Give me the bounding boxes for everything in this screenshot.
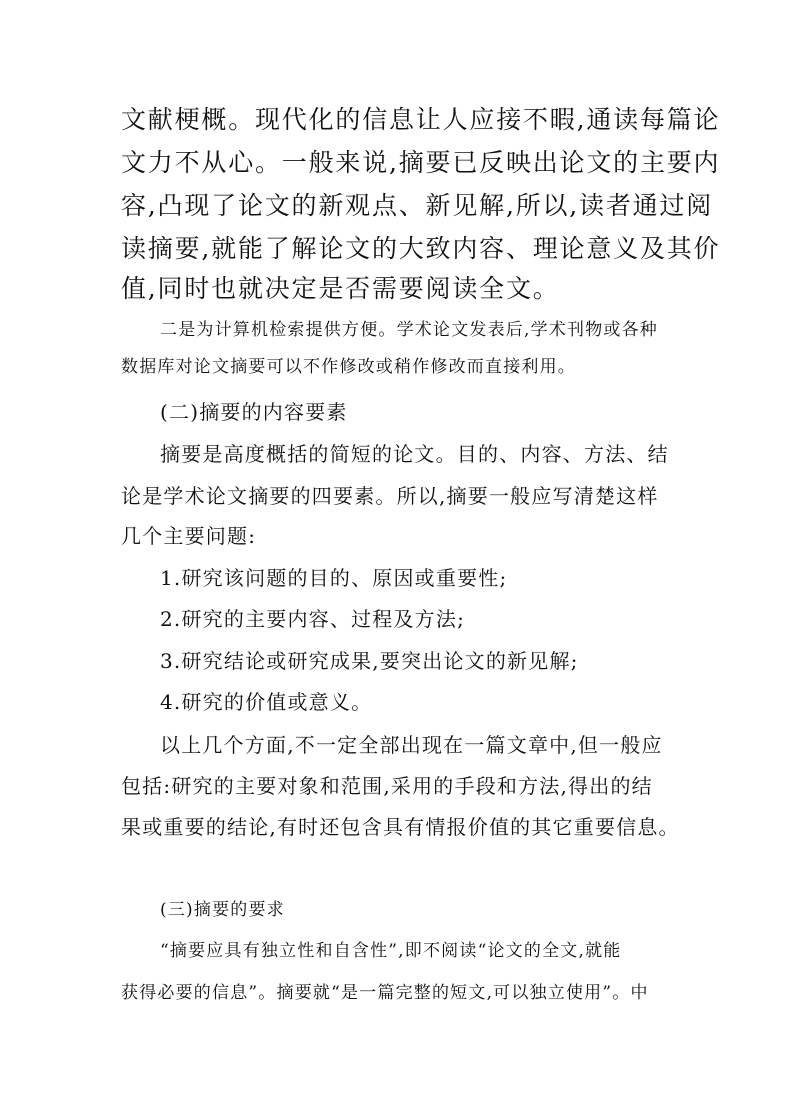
paragraph-line: 论是学术论文摘要的四要素。所以,摘要一般应写清楚这样 [121,484,659,508]
paragraph-line: 文献梗概。现代化的信息让人应接不暇,通读每篇论 [121,105,721,134]
paragraph-line: 摘要是高度概括的简短的论文。目的、内容、方法、结 [160,442,669,466]
paragraph-line: 几个主要问题: [121,524,257,548]
paragraph-line: 包括:研究的主要对象和范围,采用的手段和方法,得出的结 [121,774,653,798]
section-heading: (二)摘要的内容要素 [160,400,348,424]
list-item: 2.研究的主要内容、过程及方法; [160,607,466,631]
section-heading: (三)摘要的要求 [160,900,285,920]
paragraph-line: 果或重要的结论,有时还包含具有情报价值的其它重要信息。 [121,815,680,839]
paragraph-line: 读摘要,就能了解论文的大致内容、理论意义及其价 [121,234,721,263]
paragraph-line: 文力不从心。一般来说,摘要已反映出论文的主要内 [121,148,721,177]
paragraph-line: “摘要应具有独立性和自含性”,即不阅读“论文的全文,就能 [160,941,622,961]
paragraph-line: 值,同时也就决定是否需要阅读全文。 [121,274,560,303]
list-item: 3.研究结论或研究成果,要突出论文的新见解; [160,649,579,673]
list-item: 1.研究该问题的目的、原因或重要性; [160,566,508,590]
paragraph-line: 容,凸现了论文的新观点、新见解,所以,读者通过阅 [121,191,714,220]
list-item: 4.研究的价值或意义。 [160,690,373,714]
paragraph-line: 以上几个方面,不一定全部出现在一篇文章中,但一般应 [160,733,663,757]
paragraph-line: 获得必要的信息”。摘要就“是一篇完整的短文,可以独立使用”。中 [121,983,649,1003]
paragraph-line: 数据库对论文摘要可以不作修改或稍作修改而直接利用。 [121,357,576,377]
paragraph-line: 二是为计算机检索提供方便。学术论文发表后,学术刊物或各种 [160,320,659,340]
